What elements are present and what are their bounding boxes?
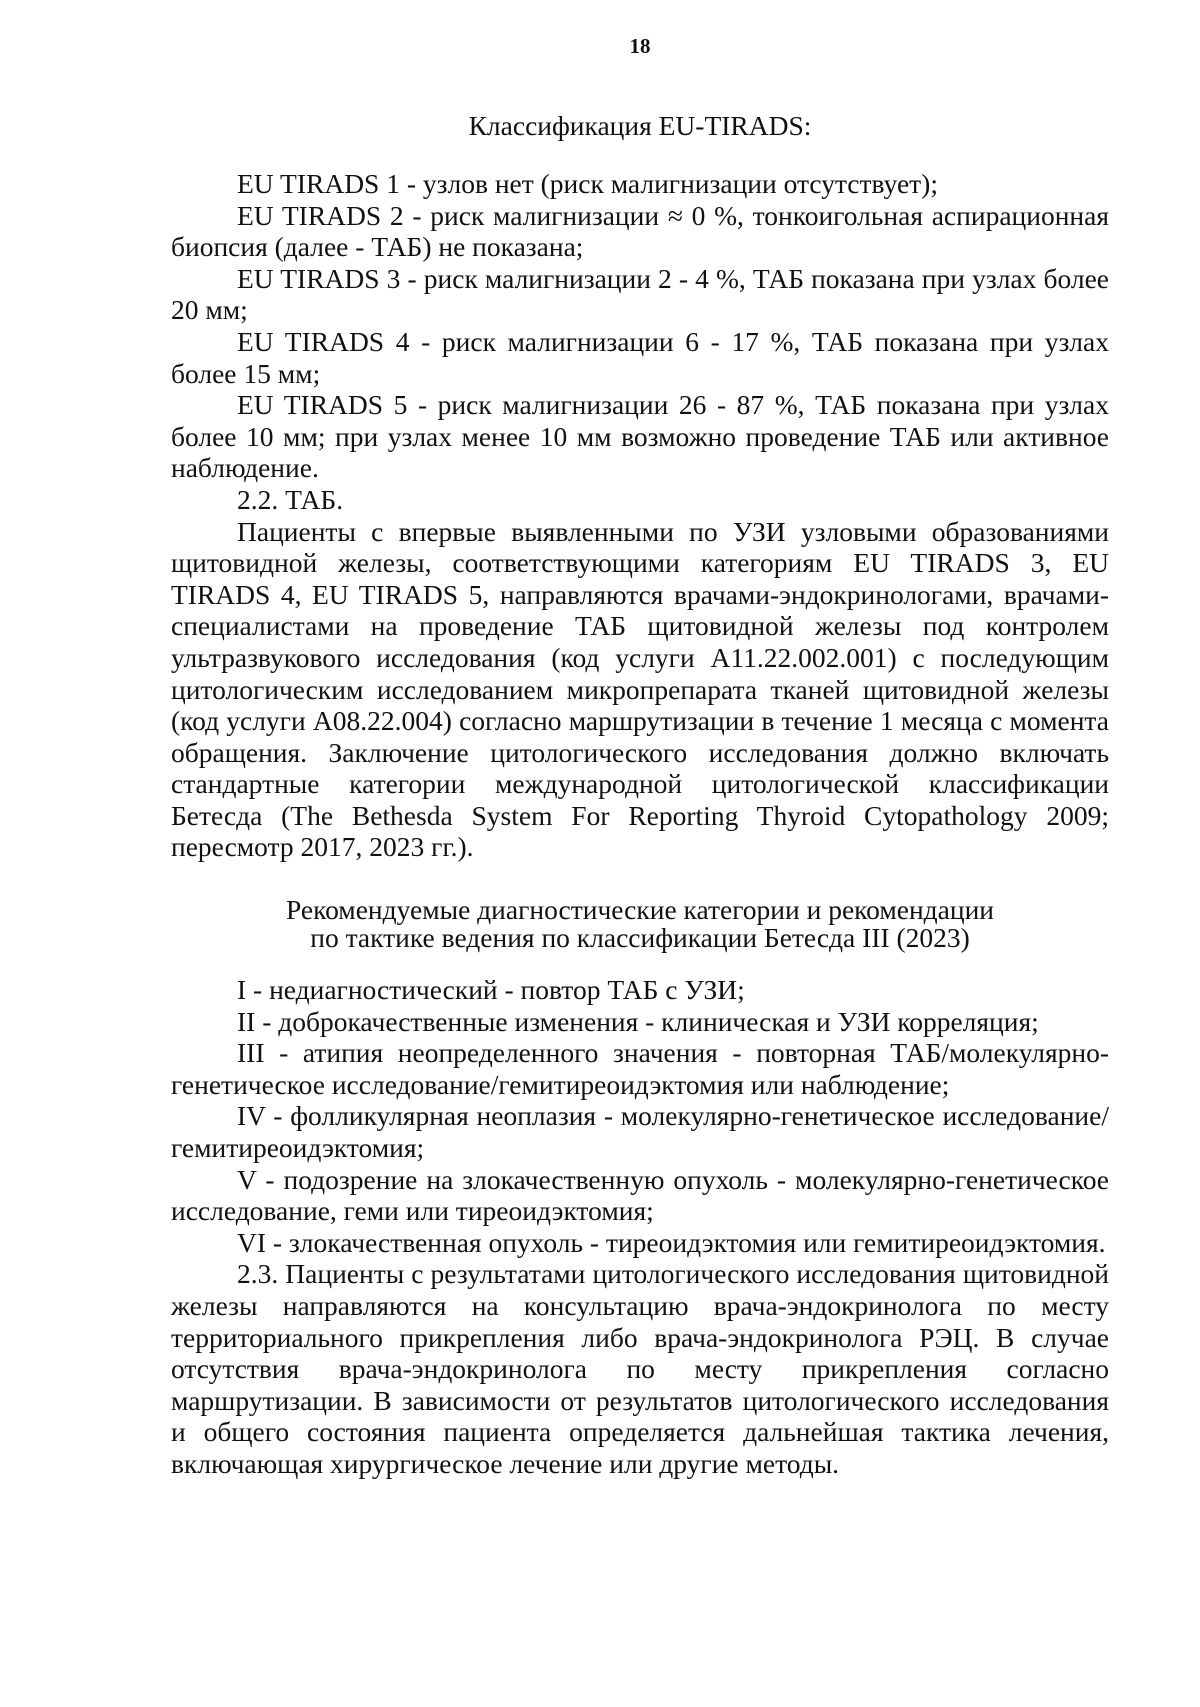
bethesda-item-2: II - доброкачественные изменения - клиническая и УЗИ корреляция; xyxy=(237,1005,1039,1037)
bethesda-item-3: III - атипия неопределенного значения - повторная ТАБ/молекулярно-генетическое исследование/гемитиреоидэктомия или наблюдение; xyxy=(171,1037,1109,1100)
bethesda-heading xyxy=(171,896,1109,952)
eu-tirads-heading: Классификация EU-TIRADS: xyxy=(468,110,812,141)
bethesda-item-1: I - недиагностический - повтор ТАБ с УЗИ; xyxy=(237,974,745,1005)
document-page xyxy=(171,0,1109,1707)
section-2-2-paragraph: Пациенты с впервые выявленными по УЗИ узловыми образованиями щитовидной железы, соответствующими категориям EU TIRADS 3, EU TIRADS 4, EU TIRADS 5, направляются врачами-эндокринологами, врачами-специалистами на проведение ТАБ щитовидной железы под контролем ультразвукового исследования (код услуги А11.22.002.001) с последующим цитологическим исследованием микропрепарата тканей щитовидной железы (код услуги А08.22.004) согласно маршрутизации в течение 1 месяца с момента обращения. Заключение цитологического исследования должно включать стандартные категории международной цитологической классификации Бетесда (The Bethesda System For Reporting Thyroid Cytopathology 2009; пересмотр 2017, 2023 гг.). xyxy=(171,515,1109,863)
section-2-3-paragraph: 2.3. Пациенты с результатами цитологического исследования щитовидной железы направляются на консультацию врача-эндокринолога по месту территориального прикрепления либо врача-эндокринолога РЭЦ. В случае отсутствия врача-эндокринолога по месту прикрепления согласно маршрутизации. В зависимости от результатов цитологического исследования и общего состояния пациента определяется дальнейшая тактика лечения, включающая хирургическое лечение или другие методы. xyxy=(171,1258,1109,1479)
page-number: 18 xyxy=(629,34,651,58)
bethesda-item-5: V - подозрение на злокачественную опухоль - молекулярно-генетическое исследование, геми или тиреоидэктомия; xyxy=(171,1163,1109,1227)
eu-tirads-item-1: EU TIRADS 1 - узлов нет (риск малигнизации отсутствует); xyxy=(237,168,938,199)
eu-tirads-item-4: EU TIRADS 4 - риск малигнизации 6 - 17 %, ТАБ показана при узлах более 15 мм; xyxy=(171,325,1109,389)
bethesda-item-4: IV - фолликулярная неоплазия - молекулярно-генетическое исследование/гемитиреоидэктомия; xyxy=(171,1100,1109,1163)
eu-tirads-item-5: EU TIRADS 5 - риск малигнизации 26 - 87 %, ТАБ показана при узлах более 10 мм; при узлах менее 10 мм возможно проведение ТАБ или активное наблюдение. xyxy=(171,389,1109,484)
eu-tirads-item-2: EU TIRADS 2 - риск малигнизации ≈ 0 %, тонкоигольная аспирационная биопсия (далее - ТАБ) не показана; xyxy=(171,199,1109,263)
eu-tirads-item-3: EU TIRADS 3 - риск малигнизации 2 - 4 %, ТАБ показана при узлах более 20 мм; xyxy=(171,262,1109,326)
bethesda-heading-line-1: Рекомендуемые диагностические категории и рекомендации xyxy=(285,894,995,925)
bethesda-heading-line-2: по тактике ведения по классификации Бетесда III (2023) xyxy=(310,922,970,953)
section-2-2-heading: 2.2. ТАБ. xyxy=(237,483,344,515)
eu-tirads-section xyxy=(171,168,1109,863)
bethesda-item-6: VI - злокачественная опухоль - тиреоидэктомия или гемитиреоидэктомия. xyxy=(237,1226,1106,1258)
bethesda-section xyxy=(171,974,1109,1480)
